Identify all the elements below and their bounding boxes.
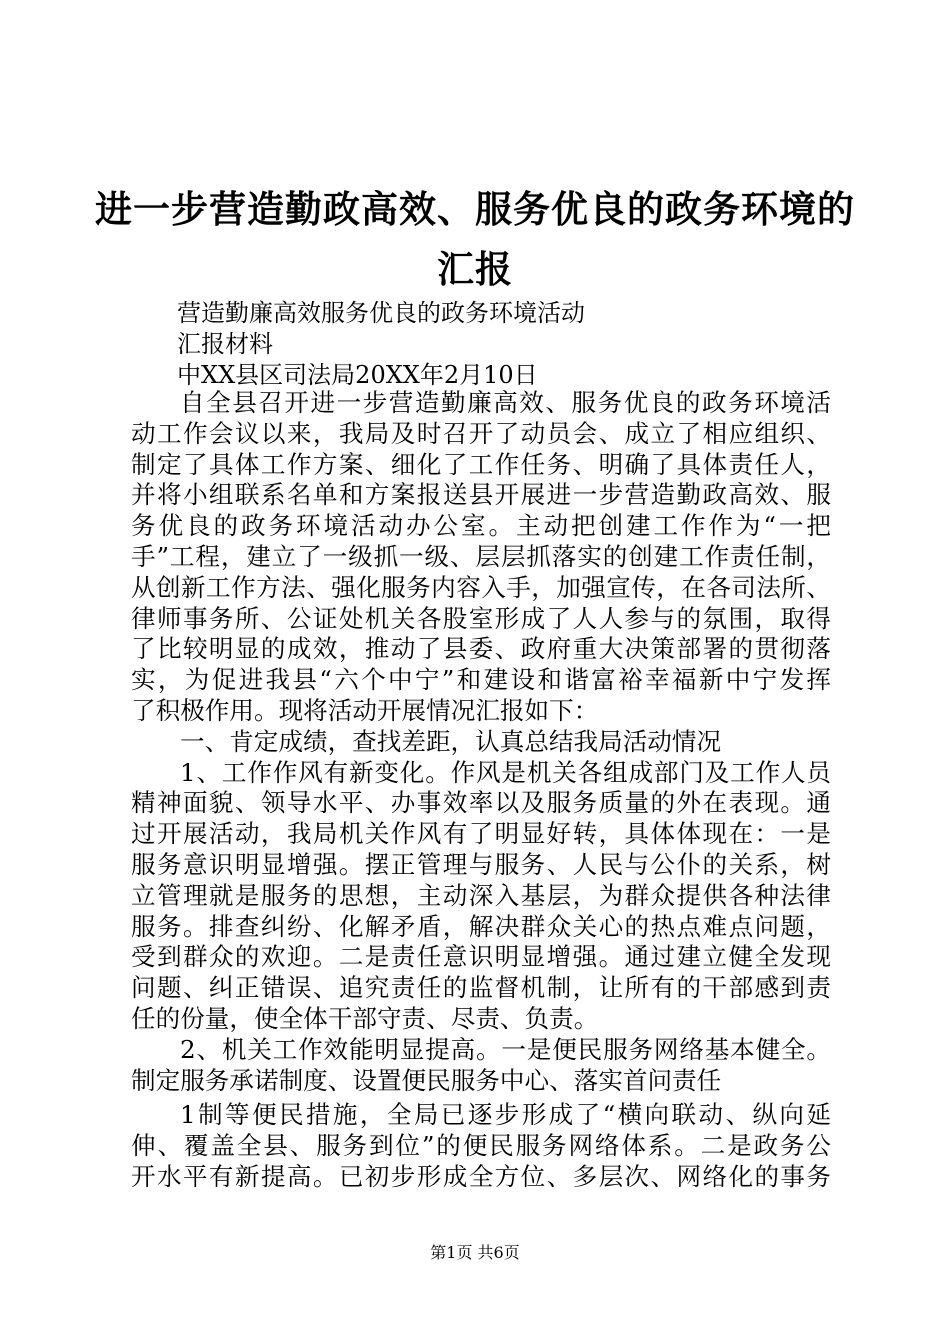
paragraph-work-style: [131, 758, 831, 1035]
paragraph-row: 并将小组联系名单和方案报送县开展进一步营造勤政高效、服: [131, 480, 831, 510]
paragraph-row: 律师事务所、公证处机关各股室形成了人人参与的氛围，取得: [131, 603, 831, 633]
paragraph-row: 立管理就是服务的思想，主动深入基层，为群众提供各种法律: [131, 880, 831, 910]
paragraph-convenience: [131, 1100, 831, 1192]
paragraph-row: 制定服务承诺制度、设置便民服务中心、落实首问责任: [131, 1065, 722, 1095]
document-body: [131, 388, 831, 1193]
paragraph-row: 服务意识明显增强。摆正管理与服务、人民与公仆的关系，树: [131, 849, 831, 879]
paragraph-row: 任的份量，使全体干部守责、尽责、负责。: [131, 1003, 599, 1033]
subtitle-line-3: 中XX县区司法局20XX年2月10日: [177, 361, 538, 389]
subtitle-line-1: 营造勤廉高效服务优良的政务环境活动: [177, 299, 585, 327]
paragraph-row: 务优良的政务环境活动办公室。主动把创建工作作为“一把: [131, 511, 831, 541]
paragraph-efficiency: [131, 1035, 831, 1097]
paragraph-row: 问题、纠正错误、追究责任的监督机制，让所有的干部感到责: [131, 973, 831, 1003]
document-title-line-2: 汇报: [437, 248, 513, 291]
paragraph-row: 服务。排查纠纷、化解矛盾，解决群众关心的热点难点问题，: [131, 911, 831, 941]
section-heading-row: 一、肯定成绩，查找差距，认真总结我局活动情况: [180, 726, 722, 756]
paragraph-row: 制定了具体工作方案、细化了工作任务、明确了具体责任人，: [131, 449, 831, 479]
paragraph-intro: [131, 388, 831, 727]
subtitle-line-2: 汇报材料: [177, 330, 273, 358]
paragraph-row: 实，为促进我县“六个中宁”和建设和谐富裕幸福新中宁发挥: [131, 665, 831, 695]
paragraph-row: 精神面貌、领导水平、办事效率以及服务质量的外在表现。通: [131, 788, 831, 818]
paragraph-row: 从创新工作方法、强化服务内容入手，加强宣传，在各司法所、: [131, 572, 831, 602]
document-title-line-1: 进一步营造勤政高效、服务优良的政务环境的: [95, 188, 855, 231]
paragraph-row: 2、机关工作效能明显提高。一是便民服务网络基本健全。: [180, 1034, 831, 1064]
paragraph-row: 自全县召开进一步营造勤廉高效、服务优良的政务环境活: [180, 388, 831, 417]
paragraph-row: 1制等便民措施，全局已逐步形成了“横向联动、纵向延: [180, 1100, 831, 1130]
paragraph-row: 动工作会议以来，我局及时召开了动员会、成立了相应组织、: [131, 418, 831, 448]
paragraph-row: 手”工程，建立了一级抓一级、层层抓落实的创建工作责任制，: [131, 541, 831, 571]
paragraph-row: 伸、覆盖全县、服务到位”的便民服务网络体系。二是政务公: [131, 1131, 831, 1161]
paragraph-row: 受到群众的欢迎。二是责任意识明显增强。通过建立健全发现: [131, 942, 831, 972]
paragraph-row: 开水平有新提高。已初步形成全方位、多层次、网络化的事务: [131, 1161, 831, 1191]
page-footer: 第1页 共6页: [430, 1243, 520, 1262]
paragraph-row: 1、工作作风有新变化。作风是机关各组成部门及工作人员: [180, 757, 831, 787]
paragraph-row: 了积极作用。现将活动开展情况汇报如下：: [131, 695, 599, 725]
paragraph-row: 过开展活动，我局机关作风有了明显好转，具体体现在：一是: [131, 819, 831, 849]
paragraph-row: 了比较明显的成效，推动了县委、政府重大决策部署的贯彻落: [131, 634, 831, 664]
section-heading-1: [131, 727, 831, 758]
